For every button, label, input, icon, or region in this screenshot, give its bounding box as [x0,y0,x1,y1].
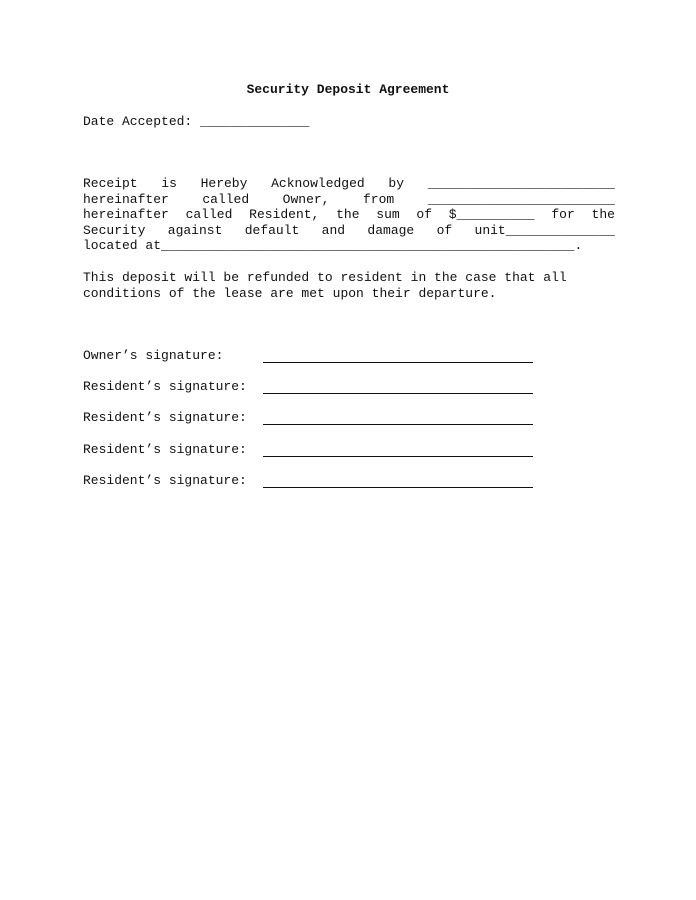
date-accepted-label: Date Accepted: [83,114,193,129]
receipt-word: of [416,207,433,222]
deposit-amount-blank: $__________ [448,207,535,222]
receipt-word: for [551,207,575,222]
receipt-word: default [244,222,300,238]
receipt-word: Security [83,222,146,238]
refund-paragraph [83,270,623,301]
receipt-line-4 [83,223,615,239]
receipt-word: and [321,222,346,238]
resident-signature-label: Resident’s signature: [83,410,247,425]
receipt-word: the [591,207,615,222]
date-accepted-line [83,114,309,130]
receipt-line-3 [83,207,615,223]
resident-signature-line [263,424,533,425]
receipt-word: called [185,207,233,222]
resident-signature-label: Resident’s signature: [83,442,247,457]
receipt-word: hereinafter [83,207,169,222]
date-accepted-blank: ______________ [200,114,310,129]
resident-signature-row-2 [83,410,543,428]
document-title: Security Deposit Agreement [246,82,450,97]
resident-signature-label: Resident’s signature: [83,379,247,394]
receipt-word: Owner, [282,191,330,207]
resident-signature-line [263,456,533,457]
resident-signature-line [263,393,533,394]
receipt-word: the [336,207,360,222]
receipt-line-1 [83,176,615,192]
owner-signature-row [83,348,543,366]
receipt-word: called [202,191,250,207]
receipt-word: hereinafter [83,191,169,207]
owner-signature-label: Owner’s signature: [83,348,224,363]
resident-signature-row-1 [83,379,543,397]
receipt-word: is [161,176,177,191]
resident-signature-line [263,487,533,488]
receipt-word: Acknowledged [271,176,365,191]
receipt-word: Resident, [249,207,320,222]
refund-line-1: This deposit will be refunded to resident in the case that all [83,270,567,285]
unit-blank: unit______________ [474,222,615,238]
receipt-paragraph [83,176,615,254]
receipt-word: Hereby [200,176,248,191]
resident-signature-label: Resident’s signature: [83,473,247,488]
resident-name-blank: ________________________ [427,191,615,207]
receipt-word: against [167,222,223,238]
receipt-word: sum [376,207,400,222]
owner-signature-line [263,362,533,363]
receipt-word: damage [367,222,415,238]
receipt-word: from [363,191,395,207]
resident-signature-row-3 [83,442,543,460]
receipt-word: of [436,222,453,238]
owner-name-blank: ________________________ [427,176,615,191]
refund-line-2: conditions of the lease are met upon their departure. [83,285,497,301]
receipt-word: by [388,176,405,191]
receipt-line-5: located at_____________________________________________________. [83,238,583,253]
receipt-word: Receipt [83,176,138,191]
resident-signature-row-4 [83,473,543,491]
receipt-line-2 [83,192,615,208]
